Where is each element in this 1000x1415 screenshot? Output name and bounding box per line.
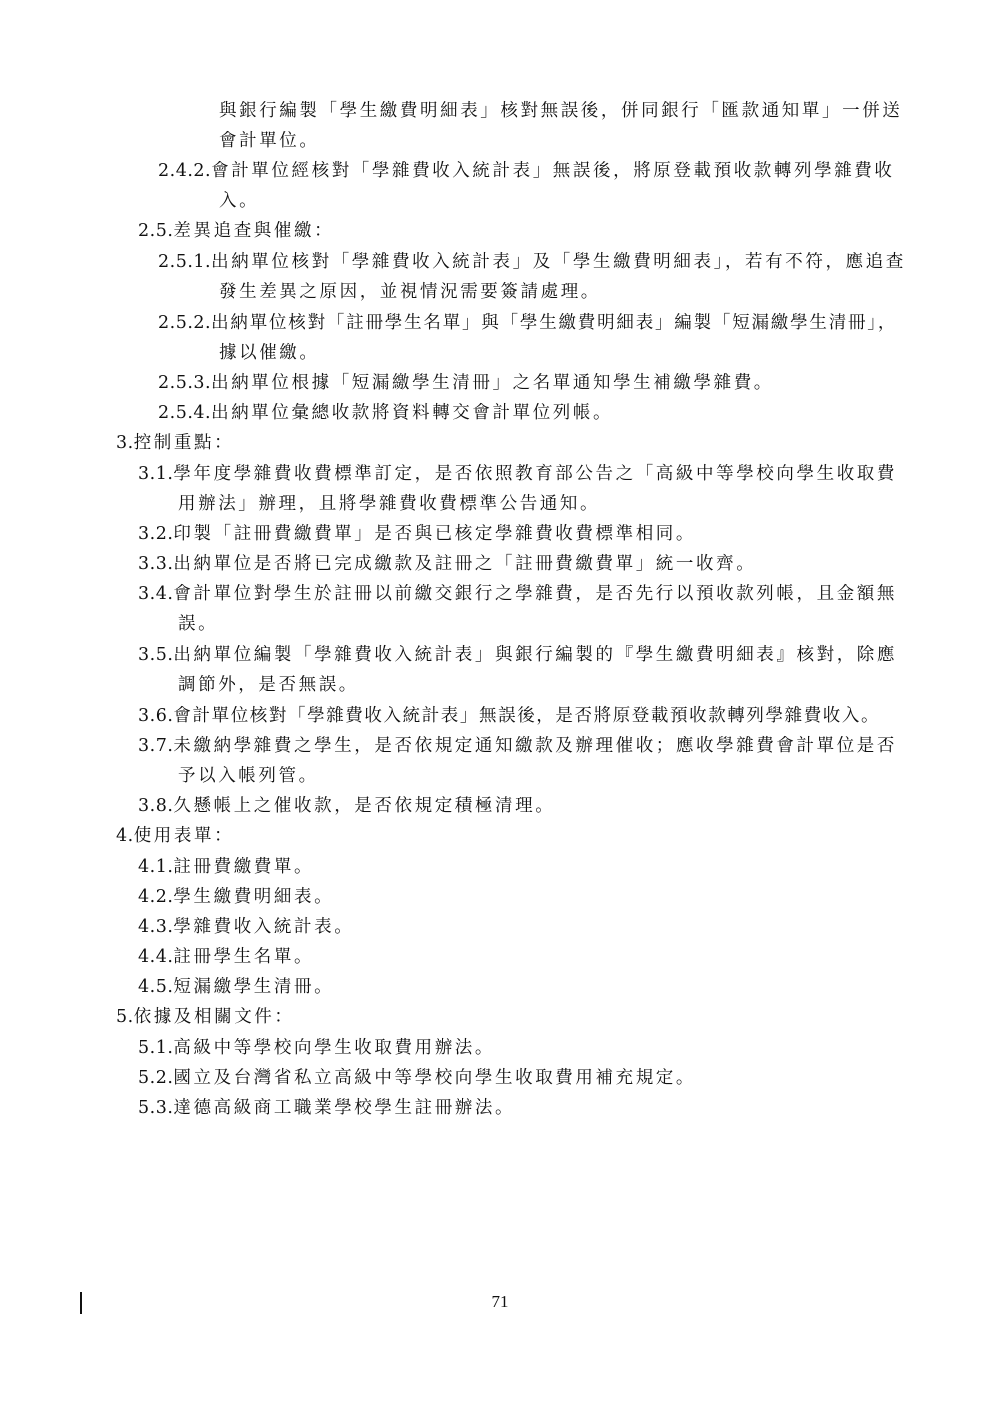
- line-number: 3.8.: [138, 796, 174, 816]
- text-line: [116, 824, 1000, 848]
- line-number: 3.3.: [138, 554, 174, 574]
- text-line: [219, 189, 1000, 213]
- text-line: [138, 522, 1000, 546]
- line-text: 出納單位編製「學雜費收入統計表」與銀行編製的『學生繳費明細表』核對，除應: [173, 645, 898, 665]
- text-line: [158, 250, 1000, 274]
- text-line: [138, 462, 1000, 486]
- text-line: [158, 401, 1000, 425]
- line-number: 3.2.: [138, 524, 174, 544]
- line-text: 學雜費收入統計表。: [173, 917, 355, 937]
- line-number: 2.5.2.: [158, 313, 212, 333]
- text-line: [138, 794, 1000, 818]
- line-number: 5.: [116, 1007, 134, 1027]
- text-line: [219, 99, 1000, 123]
- line-text: 依據及相關文件：: [133, 1007, 295, 1027]
- line-text: 達德高級商工職業學校學生註冊辦法。: [173, 1098, 516, 1118]
- line-text: 出納單位是否將已完成繳款及註冊之「註冊費繳費單」統一收齊。: [173, 554, 757, 574]
- line-text: 國立及台灣省私立高級中等學校向學生收取費用補充規定。: [173, 1068, 697, 1088]
- line-number: 4.: [116, 826, 134, 846]
- text-line: [138, 855, 1000, 879]
- text-line: [138, 643, 1000, 667]
- line-text: 與銀行編製「學生繳費明細表」核對無誤後，併同銀行「匯款通知單」一併送: [219, 101, 903, 121]
- line-text: 差異追查與催繳：: [173, 221, 335, 241]
- line-text: 會計單位經核對「學雜費收入統計表」無誤後，將原登載預收款轉列學雜費收: [211, 161, 895, 181]
- line-number: 2.5.4.: [158, 403, 212, 423]
- text-line: [178, 492, 1000, 516]
- text-line: [138, 219, 1000, 243]
- line-text: 會計單位。: [219, 131, 320, 151]
- text-line: [178, 612, 1000, 636]
- text-line: [138, 945, 1000, 969]
- line-number: 5.3.: [138, 1098, 174, 1118]
- line-text: 註冊學生名單。: [173, 947, 315, 967]
- line-text: 久懸帳上之催收款，是否依規定積極清理。: [173, 796, 556, 816]
- line-text: 會計單位對學生於註冊以前繳交銀行之學雜費，是否先行以預收款列帳，且金額無: [173, 584, 898, 604]
- line-number: 2.5.: [138, 221, 174, 241]
- line-text: 誤。: [178, 614, 219, 634]
- line-number: 4.2.: [138, 887, 174, 907]
- line-text: 學年度學雜費收費標準訂定，是否依照教育部公告之「高級中等學校向學生收取費: [173, 464, 898, 484]
- text-line: [138, 704, 1000, 728]
- line-text: 未繳納學雜費之學生，是否依規定通知繳款及辦理催收；應收學雜費會計單位是否: [173, 736, 898, 756]
- line-number: 4.4.: [138, 947, 174, 967]
- line-number: 4.3.: [138, 917, 174, 937]
- page-number: 71: [491, 1292, 509, 1311]
- text-line: [138, 734, 1000, 758]
- line-text: 出納單位核對「學雜費收入統計表」及「學生繳費明細表」，若有不符，應追查: [211, 252, 906, 272]
- text-line: [138, 552, 1000, 576]
- text-line: [138, 582, 1000, 606]
- line-number: 3.4.: [138, 584, 174, 604]
- line-number: 2.4.2.: [158, 161, 212, 181]
- text-line: [178, 764, 1000, 788]
- line-text: 會計單位核對「學雜費收入統計表」無誤後，是否將原登載預收款轉列學雜費收入。: [173, 706, 881, 726]
- text-line: [178, 673, 1000, 697]
- line-number: 3.: [116, 433, 134, 453]
- line-text: 調節外，是否無誤。: [178, 675, 359, 695]
- line-text: 高級中等學校向學生收取費用辦法。: [173, 1038, 496, 1058]
- line-number: 5.1.: [138, 1038, 174, 1058]
- line-text: 出納單位彙總收款將資料轉交會計單位列帳。: [211, 403, 614, 423]
- line-number: 4.5.: [138, 977, 174, 997]
- text-line: [158, 159, 1000, 183]
- text-line: [138, 885, 1000, 909]
- line-number: 5.2.: [138, 1068, 174, 1088]
- text-line: [138, 1066, 1000, 1090]
- text-line: [138, 1036, 1000, 1060]
- line-text: 據以催繳。: [219, 343, 320, 363]
- text-line: [219, 280, 1000, 304]
- text-line: [138, 1096, 1000, 1120]
- line-text: 予以入帳列管。: [178, 766, 319, 786]
- text-line: [138, 915, 1000, 939]
- line-text: 入。: [219, 191, 260, 211]
- line-number: 2.5.3.: [158, 373, 212, 393]
- text-line: [158, 311, 1000, 335]
- text-line: [138, 975, 1000, 999]
- line-text: 使用表單：: [133, 826, 235, 846]
- text-line: [158, 371, 1000, 395]
- text-line: [219, 341, 1000, 365]
- line-text: 出納單位核對「註冊學生名單」與「學生繳費明細表」編製「短漏繳學生清冊」，: [211, 313, 898, 333]
- text-line: [116, 431, 1000, 455]
- line-text: 學生繳費明細表。: [173, 887, 335, 907]
- line-text: 短漏繳學生清冊。: [173, 977, 335, 997]
- line-text: 發生差異之原因，並視情況需要簽請處理。: [219, 282, 601, 302]
- line-number: 2.5.1.: [158, 252, 212, 272]
- line-text: 印製「註冊費繳費單」是否與已核定學雜費收費標準相同。: [173, 524, 697, 544]
- line-number: 3.6.: [138, 706, 174, 726]
- line-number: 3.7.: [138, 736, 174, 756]
- line-number: 4.1.: [138, 857, 174, 877]
- text-line: [219, 129, 1000, 153]
- line-text: 出納單位根據「短漏繳學生清冊」之名單通知學生補繳學雜費。: [211, 373, 774, 393]
- line-text: 註冊費繳費單。: [173, 857, 315, 877]
- line-number: 3.1.: [138, 464, 174, 484]
- line-text: 用辦法」辦理，且將學雜費收費標準公告通知。: [178, 494, 601, 514]
- line-number: 3.5.: [138, 645, 174, 665]
- text-line: [116, 1005, 1000, 1029]
- line-text: 控制重點：: [133, 433, 235, 453]
